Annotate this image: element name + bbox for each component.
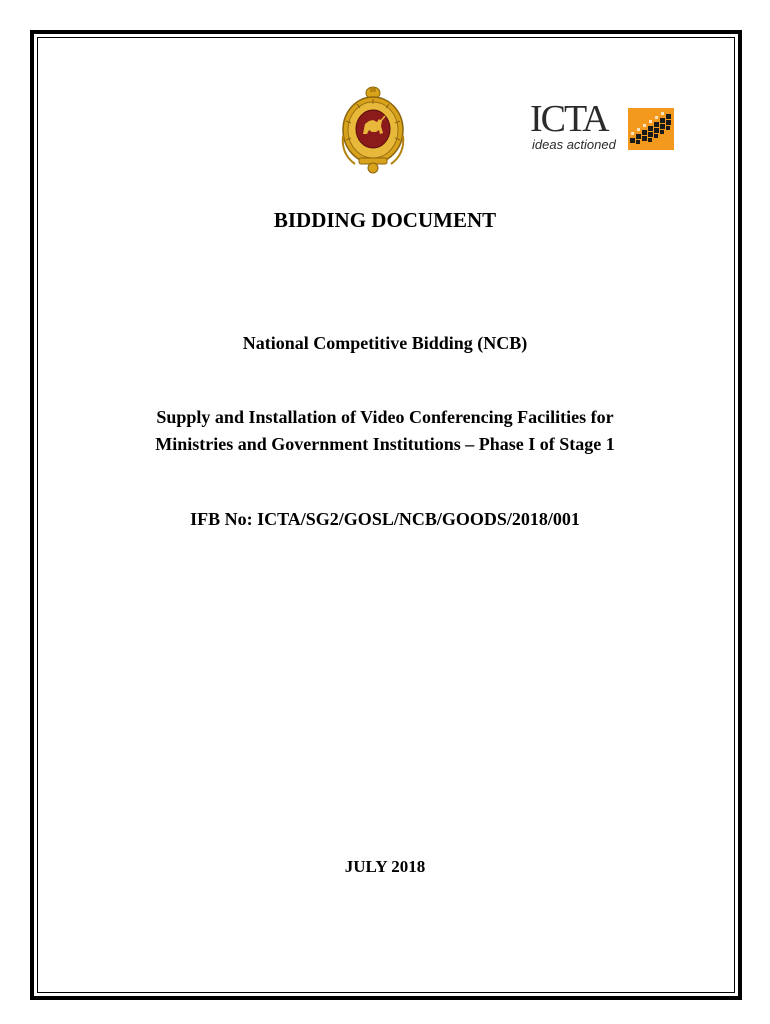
icta-logo-square-icon [628,108,674,150]
document-title: BIDDING DOCUMENT [273,208,497,232]
icta-logo [528,98,676,158]
document-date: JULY 2018 [344,857,426,876]
procurement-subject-line-1: Supply and Installation of Video Conferencing Facilities for [156,407,614,427]
icta-logo-tagline: ideas actioned [532,137,616,152]
icta-logo-word: ICTA [530,98,608,140]
bidding-type: National Competitive Bidding (NCB) [242,333,528,353]
procurement-subject-line-2: Ministries and Government Institutions – Phase I of Stage 1 [155,434,615,454]
national-emblem-icon [339,86,407,174]
ifb-number: IFB No: ICTA/SG2/GOSL/NCB/GOODS/2018/001 [190,509,580,529]
procurement-subject [0,404,770,458]
